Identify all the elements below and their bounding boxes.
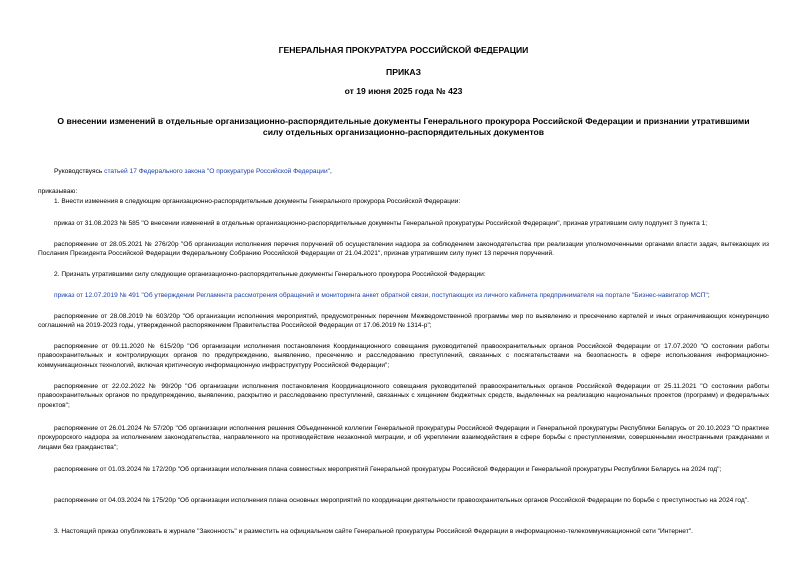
order-word: приказываю: xyxy=(38,188,78,195)
preamble-law-link[interactable]: статьей 17 Федерального закона "О прокуратуре Российской Федерации" xyxy=(104,168,331,175)
item-2-order-615: распоряжение от 09.11.2020 № 615/20р "Об организации исполнения постановления Координационного совещания руководителей правоохранительных органов Российской Федерации от 17.07.2020 "О состоянии работы правоохранительных и контролирующих органов по предупреждению, выявлению, пресечению и расследованию преступлений, связанных с посягательствами на безопасность в сфере использования информационно-коммуникационных технологий, включая критическую информационную инфраструктуру Российской Федерации"; xyxy=(38,343,769,369)
item-2-order-491 xyxy=(38,291,769,300)
item-2-order-603: распоряжение от 28.08.2019 № 603/20р "Об организации исполнения мероприятий, предусмотренных перечнем Межведомственной программы мер по выявлению и пресечению картелей и иных ограничивающих конкуренцию соглашений на 2019-2023 годы, утвержденной распоряжением Правительства Российской Федерации от 17.06.2019 № 1314-р"; xyxy=(38,313,769,330)
item-2-order-99: распоряжение от 22.02.2022 № 99/20р "Об организации исполнения постановления Координационного совещания руководителей правоохранительных органов Российской Федерации от 25.11.2021 "О состоянии работы правоохранительных органов по предупреждению, выявлению, раскрытию и расследованию преступлений, связанных с хищением бюджетных средств, выделенных на реализацию национальных проектов (программ) и федеральных проектов"; xyxy=(38,383,769,409)
item-2-order-175: распоряжение от 04.03.2024 № 175/20р "Об организации исполнения плана основных мероприятий по координации деятельности правоохранительных органов Российской Федерации по борьбе с преступностью на 2024 год". xyxy=(54,497,749,504)
order-491-link[interactable]: приказ от 12.07.2019 № 491 "Об утверждении Регламента рассмотрения обращений и мониторинга анкет обратной связи, поступающих из личного кабинета предпринимателя на портале "Бизнес-навигатор МСП" xyxy=(54,292,708,299)
item-1-order-585: приказ от 31.08.2023 № 585 "О внесении изменений в отдельные организационно-распорядительные документы Генеральной прокуратуры Российской Федерации", признав утратившим силу подпункт 3 пункта 1; xyxy=(54,220,708,227)
order-491-suffix: ; xyxy=(707,292,710,299)
item-3: 3. Настоящий приказ опубликовать в журнале "Законность" и разместить на официальном сайте Генеральной прокуратуры Российской Федерации в информационно-телекоммуникационной сети "Интернет". xyxy=(54,528,693,535)
item-1-order-276: распоряжение от 28.05.2021 № 276/20р "Об организации исполнения перечня поручений об осуществлении надзора за соблюдением законодательства при реализации уполномоченными органами власти задач, вытекающих из Послания Президента Российской Федерации Федеральному Собранию Российской Федерации от 21.04.2021", признав утратившим силу пункт 13 перечня поручений. xyxy=(38,241,769,258)
item-2-heading: 2. Признать утратившими силу следующие организационно-распорядительные документы Генерального прокурора Российской Федерации: xyxy=(54,271,486,278)
item-1-heading: 1. Внести изменения в следующие организационно-распорядительные документы Генерального прокурора Российской Федерации: xyxy=(54,198,461,205)
item-2-order-172: распоряжение от 01.03.2024 № 172/20р "Об организации исполнения плана совместных мероприятий Генеральной прокуратуры Российской Федерации и Генеральной прокуратуры Республики Беларусь на 2024 год"; xyxy=(54,466,722,473)
preamble-prefix: Руководствуясь xyxy=(54,168,105,175)
document-type: ПРИКАЗ xyxy=(386,67,421,77)
document-title: О внесении изменений в отдельные организационно-распорядительные документы Генерального прокурора Российской Федерации и признании утратившими силу отдельных организационно-распорядительных документов xyxy=(57,116,750,137)
preamble xyxy=(38,167,769,176)
preamble-suffix: , xyxy=(330,168,332,175)
item-2-order-57: распоряжение от 26.01.2024 № 57/20р "Об организации исполнения решения Объединенной коллегии Генеральной прокуратуры Российской Федерации и Генеральной прокуратуры Республики Беларусь от 20.10.2023 "О практике прокурорского надзора за исполнением законодательства, направленного на противодействие незаконной миграции, и об укреплении взаимодействия в сфере борьбы с преступлениями, совершенными иностранными гражданами и лицами без гражданства"; xyxy=(38,425,769,451)
document-date: от 19 июня 2025 года № 423 xyxy=(344,86,463,96)
agency-name: ГЕНЕРАЛЬНАЯ ПРОКУРАТУРА РОССИЙСКОЙ ФЕДЕРАЦИИ xyxy=(278,45,529,55)
